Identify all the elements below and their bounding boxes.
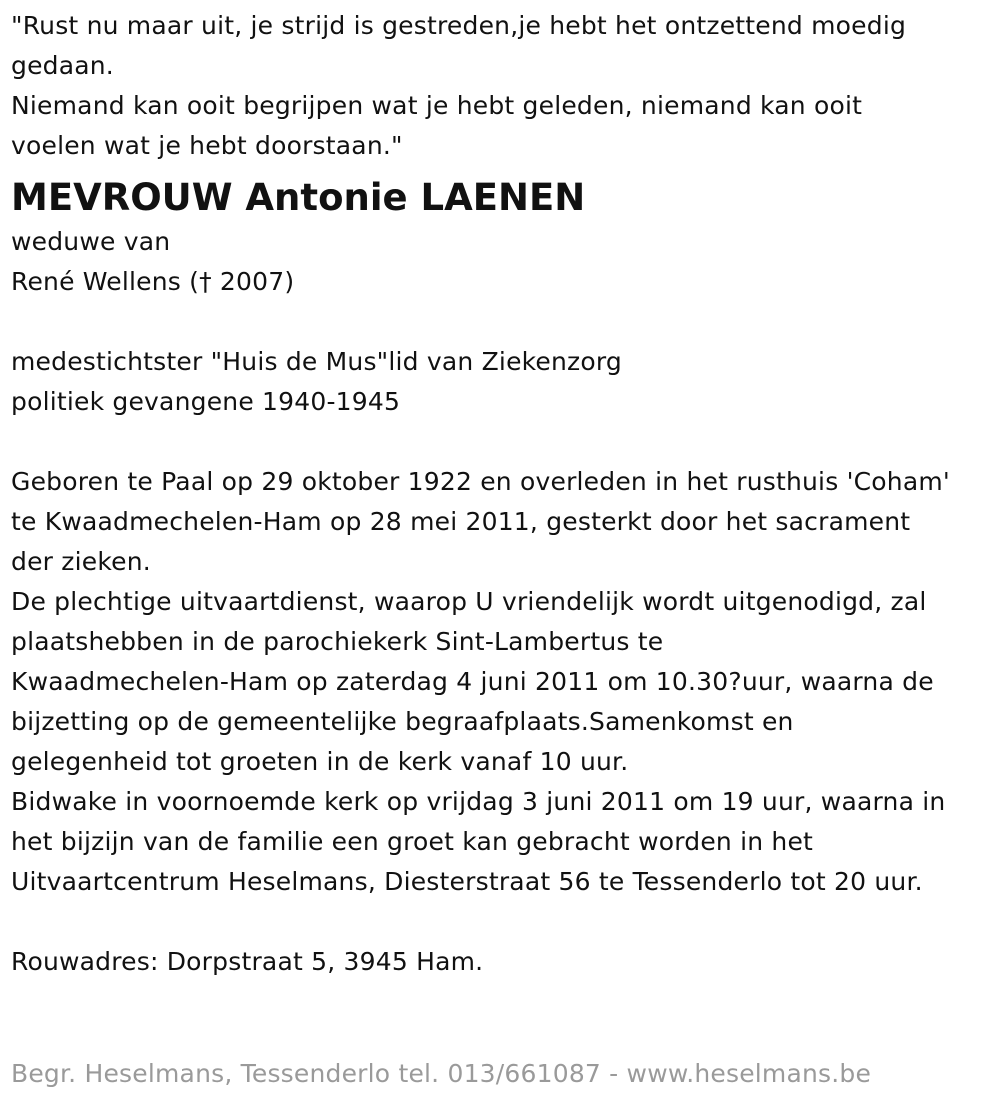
- spacer: [11, 302, 991, 342]
- spacer: [11, 422, 991, 462]
- quote-line: voelen wat je hebt doorstaan.": [11, 131, 403, 160]
- role-line: politiek gevangene 1940-1945: [11, 387, 401, 416]
- announcement-line: De plechtige uitvaartdienst, waarop U vriendelijk wordt uitgenodigd, zal: [11, 587, 927, 616]
- quote-line: Niemand kan ooit begrijpen wat je hebt geleden, niemand kan ooit: [11, 91, 863, 120]
- funeral-home-footer: Begr. Heselmans, Tessenderlo tel. 013/661087 - www.heselmans.be: [11, 1059, 872, 1088]
- announcement-line: Uitvaartcentrum Heselmans, Diesterstraat 56 te Tessenderlo tot 20 uur.: [11, 867, 923, 896]
- announcement-line: Kwaadmechelen-Ham op zaterdag 4 juni 2011 om 10.30?uur, waarna de: [11, 667, 934, 696]
- deceased-name: MEVROUW Antonie LAENEN: [11, 176, 586, 219]
- quote-block: [11, 6, 991, 166]
- announcement-block: [11, 462, 991, 902]
- announcement-line: te Kwaadmechelen-Ham op 28 mei 2011, gesterkt door het sacrament: [11, 507, 911, 536]
- role-line: medestichtster "Huis de Mus"lid van Ziekenzorg: [11, 347, 622, 376]
- roles-block: [11, 342, 991, 422]
- quote-line: "Rust nu maar uit, je strijd is gestreden,je hebt het ontzettend moedig: [11, 11, 907, 40]
- announcement-line: het bijzijn van de familie een groet kan gebracht worden in het: [11, 827, 814, 856]
- quote-line: gedaan.: [11, 51, 114, 80]
- announcement-line: Bidwake in voornoemde kerk op vrijdag 3 juni 2011 om 19 uur, waarna in: [11, 787, 946, 816]
- announcement-line: Geboren te Paal op 29 oktober 1922 en overleden in het rusthuis 'Coham': [11, 467, 950, 496]
- announcement-line: bijzetting op de gemeentelijke begraafplaats.Samenkomst en: [11, 707, 794, 736]
- relation-text: weduwe van: [11, 227, 171, 256]
- mourning-address: Rouwadres: Dorpstraat 5, 3945 Ham.: [11, 947, 484, 976]
- obituary-notice: [11, 6, 991, 982]
- announcement-line: der zieken.: [11, 547, 151, 576]
- announcement-line: gelegenheid tot groeten in de kerk vanaf 10 uur.: [11, 747, 629, 776]
- spouse-text: René Wellens († 2007): [11, 267, 295, 296]
- spacer: [11, 902, 991, 942]
- announcement-line: plaatshebben in de parochiekerk Sint-Lambertus te: [11, 627, 664, 656]
